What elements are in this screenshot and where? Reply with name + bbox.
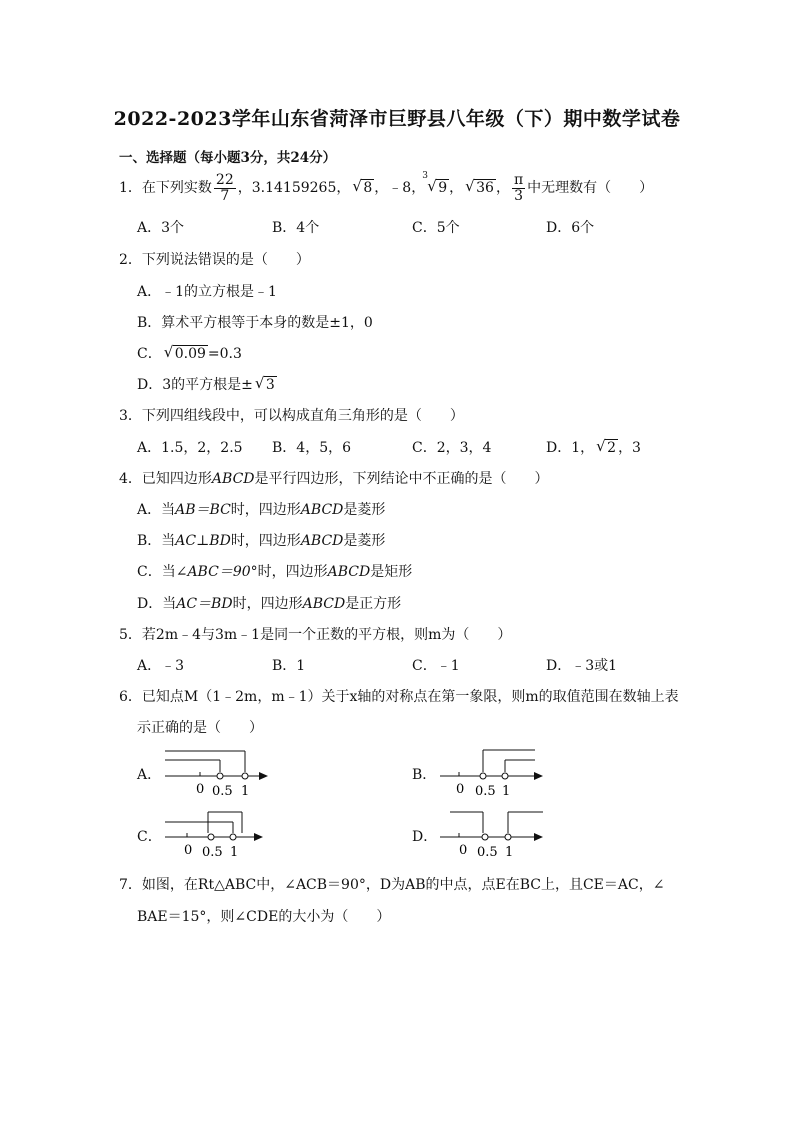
tick-label-1: 1 <box>230 845 239 860</box>
cube-root-9: 3 √ 9 <box>422 171 448 197</box>
question-1-stem: 1．在下列实数 $\frac{22}{7}$ ，3.14159265， √ 8 ，﹣8， 3 √ 9 ， √ 36 ， $\frac{\pi}{3}$ 中无理数有（ ） <box>119 171 654 204</box>
question-7-stem-line2: BAE＝15°，则∠CDE的大小为（ ） <box>137 909 391 925</box>
q4-option-a: A．当AB＝BC时，四边形ABCD是菱形 <box>137 502 386 518</box>
q5-option-b: B．1 <box>272 658 306 674</box>
axis-arrow <box>534 772 543 780</box>
q2-option-d: D．3的平方根是± √ 3 <box>137 374 275 393</box>
open-point-0-5 <box>208 834 214 840</box>
open-point-0-5 <box>217 773 223 779</box>
tick-label-0-5: 0.5 <box>477 845 498 860</box>
axis-arrow <box>259 772 268 780</box>
q5-option-c: C．﹣1 <box>412 658 460 674</box>
q1-suffix: 中无理数有（ ） <box>527 180 654 197</box>
tick-label-1: 1 <box>241 784 250 799</box>
section-heading: 一、选择题（每小题3分，共24分） <box>119 150 337 166</box>
q1-option-a: A．3个 <box>137 220 185 236</box>
q3-option-d: D．1， √ 2 ，3 <box>546 437 641 456</box>
q2-option-c: C． √ 0.09 =0.3 <box>137 343 242 362</box>
q6-option-a-label: A． <box>137 767 162 783</box>
sqrt-8: √ 8 <box>352 177 373 197</box>
q6-option-b-label: B． <box>412 767 437 783</box>
question-6-stem-line1: 6．已知点M（1﹣2m，m﹣1）关于x轴的对称点在第一象限，则m的取值范围在数轴上表 <box>119 689 679 705</box>
axis-arrow <box>534 833 543 841</box>
q5-option-d: D．﹣3或1 <box>546 658 618 674</box>
q1-option-b: B．4个 <box>272 220 320 236</box>
q4-option-c: C．当∠ABC＝90°时，四边形ABCD是矩形 <box>137 564 413 580</box>
question-6-stem-line2: 示正确的是（ ） <box>137 720 263 736</box>
open-point-1 <box>242 773 248 779</box>
q6-option-d-label: D． <box>412 829 438 845</box>
question-4-stem: 4．已知四边形ABCD是平行四边形，下列结论中不正确的是（ ） <box>119 471 549 487</box>
question-5-stem: 5．若2m﹣4与3m﹣1是同一个正数的平方根，则m为（ ） <box>119 627 512 643</box>
question-3-stem: 3．下列四组线段中，可以构成直角三角形的是（ ） <box>119 408 464 424</box>
sqrt-0-09: √ 0.09 <box>163 343 206 362</box>
q1-prefix: 1．在下列实数 <box>119 180 212 197</box>
q1-option-d: D．6个 <box>546 220 595 236</box>
q3-option-b: B．4，5，6 <box>272 440 352 456</box>
open-point-1 <box>505 834 511 840</box>
tick-label-1: 1 <box>505 845 514 860</box>
tick-label-0: 0 <box>459 843 468 858</box>
axis-arrow <box>254 833 263 841</box>
q6-option-c-number-line <box>160 800 275 860</box>
tick-label-0: 0 <box>184 843 193 858</box>
tick-label-0-5: 0.5 <box>475 784 496 799</box>
question-7-stem-line1: 7．如图，在Rt△ABC中，∠ACB＝90°，D为AB的中点，点E在BC上，且CE＝AC，∠ <box>119 877 665 893</box>
q4-option-b: B．当AC⊥BD时，四边形ABCD是菱形 <box>137 533 386 549</box>
q6-option-b-number-line <box>435 740 550 800</box>
open-point-1 <box>230 834 236 840</box>
tick-label-0: 0 <box>196 782 205 797</box>
tick-label-0-5: 0.5 <box>212 784 233 799</box>
q1-part2: ，﹣8， <box>374 180 426 197</box>
q6-option-d-number-line <box>435 800 550 860</box>
exam-title: 2022-2023学年山东省菏泽市巨野县八年级（下）期中数学试卷 <box>113 108 681 130</box>
q4-option-d: D．当AC＝BD时，四边形ABCD是正方形 <box>137 596 402 612</box>
sqrt-3: √ 3 <box>254 374 275 393</box>
sqrt-2: √ 2 <box>596 437 617 456</box>
open-point-0-5 <box>482 834 488 840</box>
q5-option-a: A．﹣3 <box>137 658 185 674</box>
q1-part1: ，3.14159265， <box>237 180 351 197</box>
question-2-stem: 2．下列说法错误的是（ ） <box>119 252 310 268</box>
q2-option-a: A．﹣1的立方根是﹣1 <box>137 284 277 300</box>
open-point-1 <box>502 773 508 779</box>
tick-label-0-5: 0.5 <box>202 845 223 860</box>
q1-option-c: C．5个 <box>412 220 460 236</box>
q6-option-a-number-line <box>160 740 275 800</box>
open-point-0-5 <box>480 773 486 779</box>
q3-option-c: C．2，3，4 <box>412 440 492 456</box>
fraction-pi-3: $\frac{\pi}{3}$ <box>513 172 524 204</box>
q2-option-b: B．算术平方根等于本身的数是±1，0 <box>137 315 373 331</box>
fraction-22-7: $\frac{22}{7}$ <box>215 172 234 204</box>
sqrt-36: √ 36 <box>465 177 494 197</box>
q6-option-c-label: C． <box>137 829 162 845</box>
tick-label-1: 1 <box>502 784 511 799</box>
tick-label-0: 0 <box>456 782 465 797</box>
q3-option-a: A．1.5，2，2.5 <box>137 440 243 456</box>
